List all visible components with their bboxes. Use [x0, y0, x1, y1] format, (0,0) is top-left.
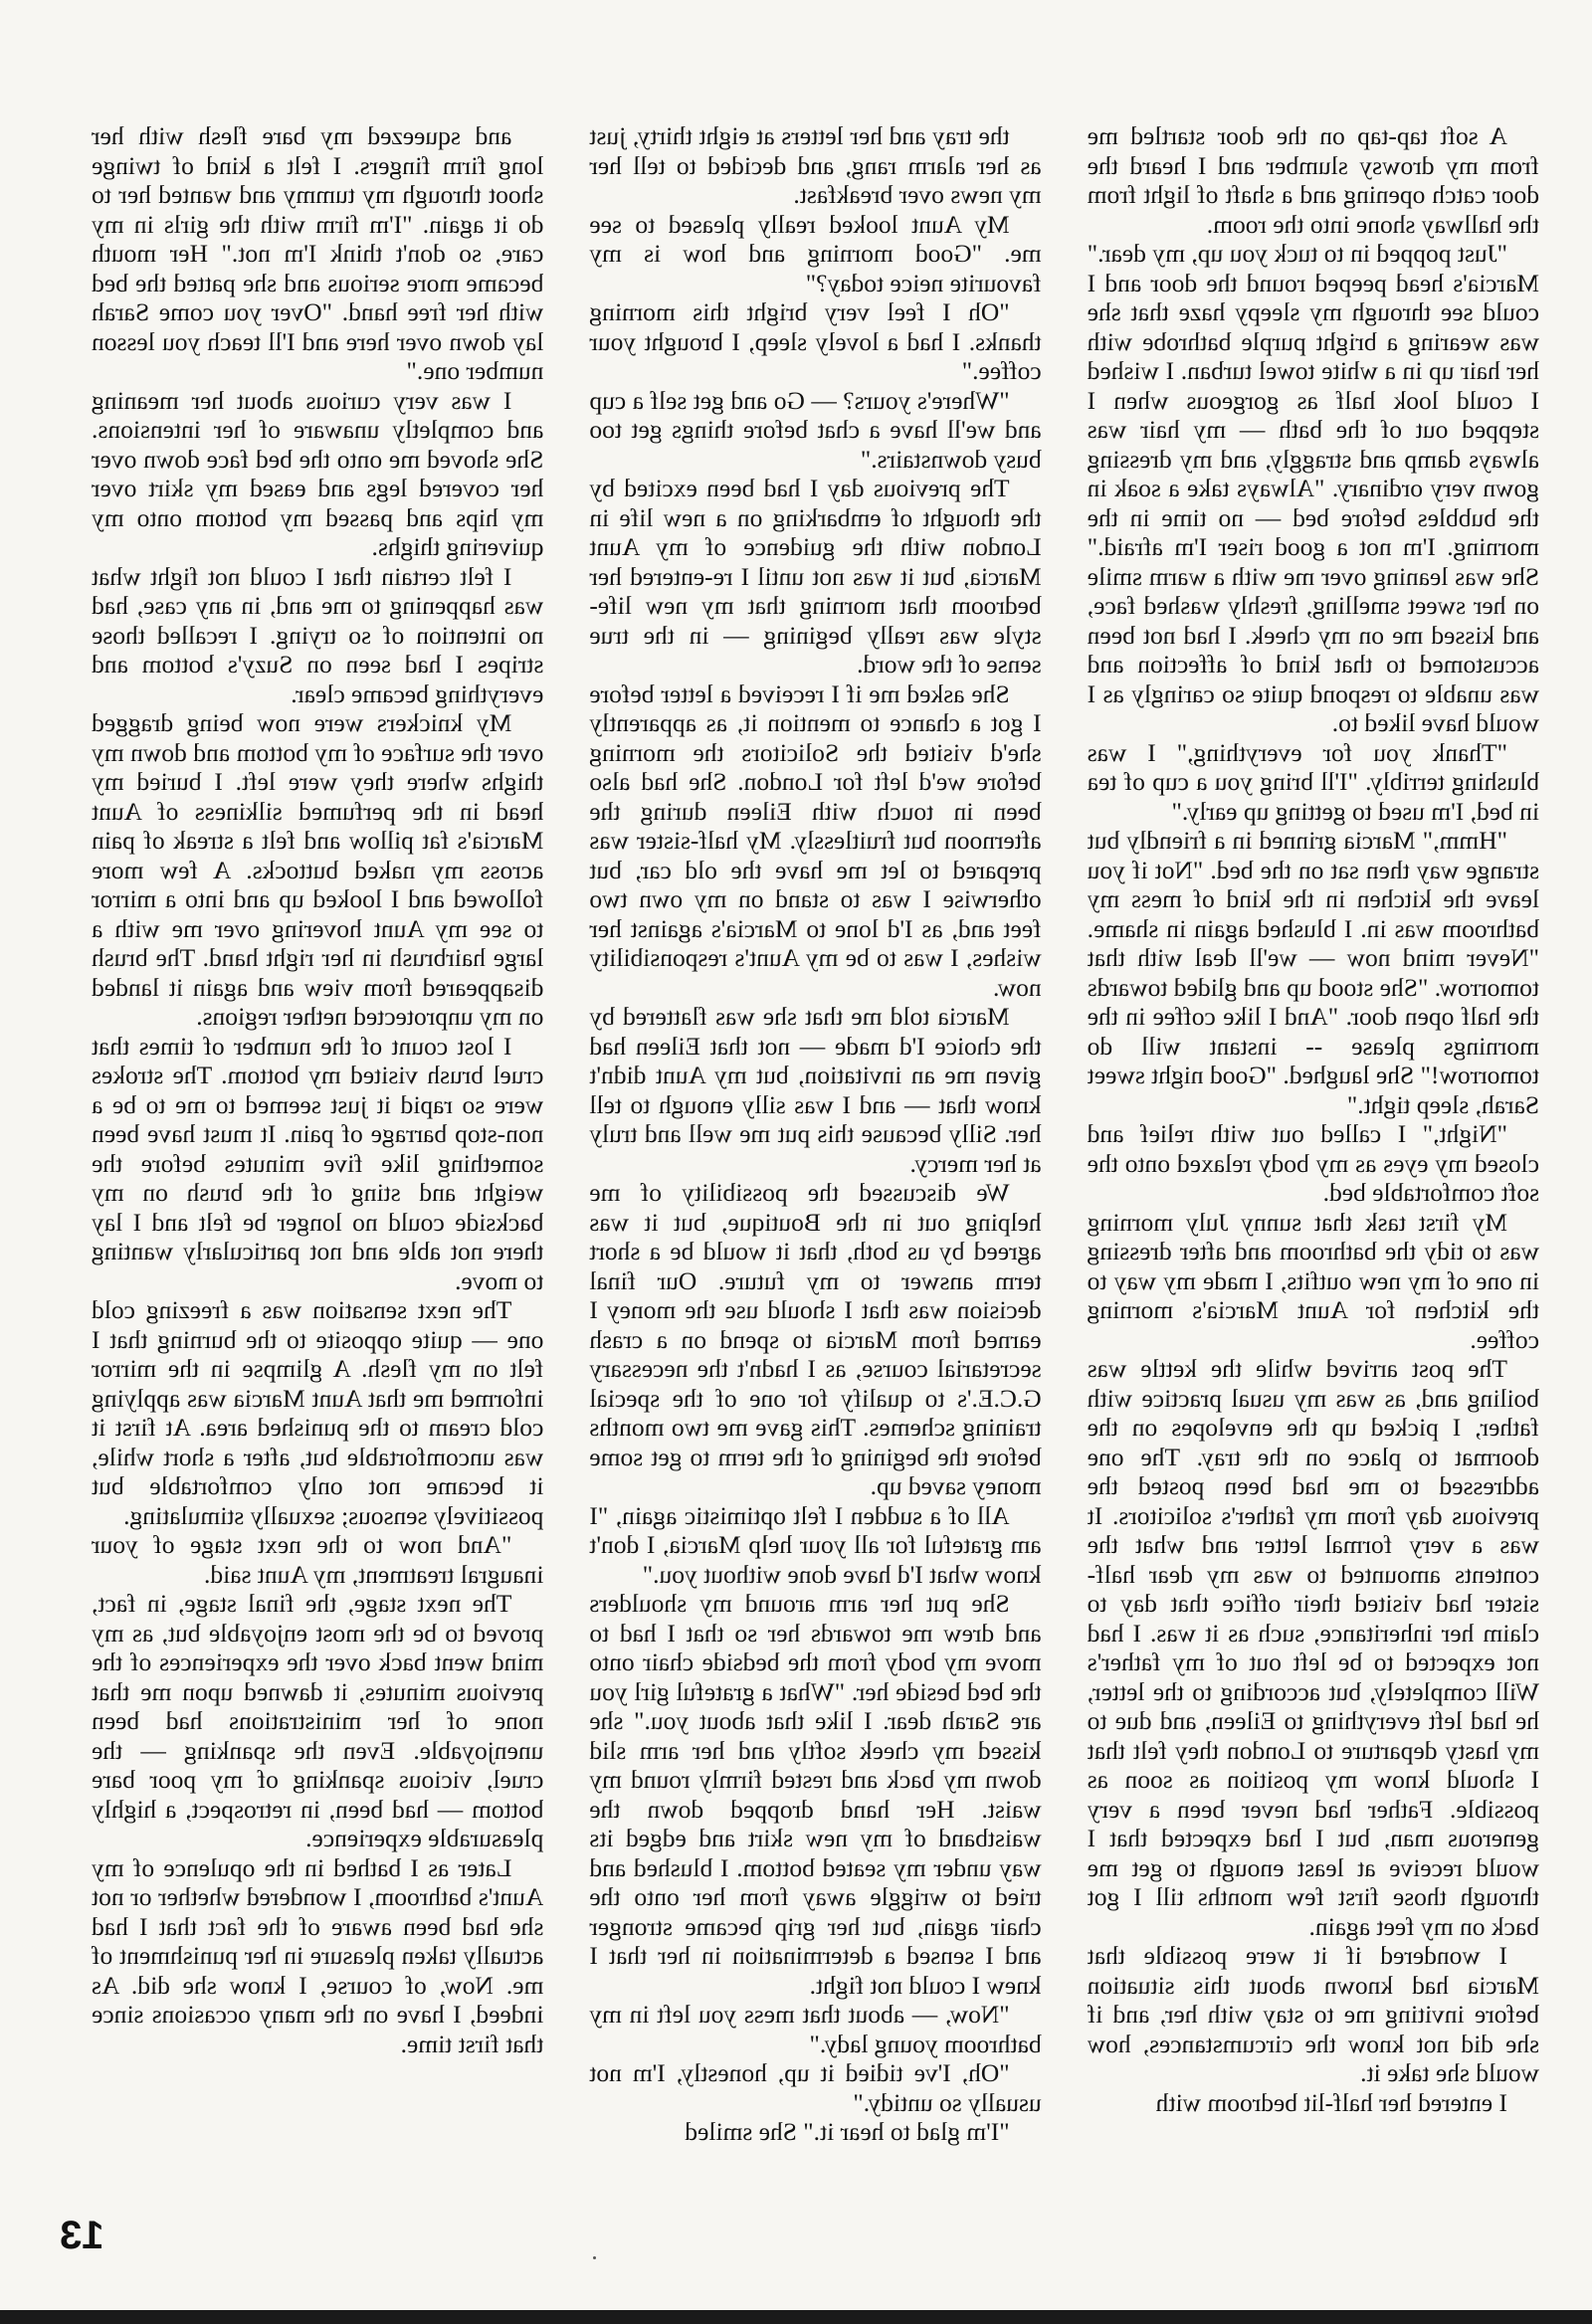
paragraph: I lost count of the number of times that cruel brush visited my bottom. The strokes were so rapid it just seemed to me to be a non-stop barrage of pain. It must have been something like five minutes before the weight and sting of the brush on my backside could no longer be felt and I lay there not able and not particularly wanting to move.	[92, 1031, 544, 1295]
paragraph: "Oh I feel very bright this morning thanks. I had a lovely sleep, I brought your coffee."	[589, 297, 1042, 385]
text-columns	[92, 121, 1539, 2230]
paragraph: Later as I bathed in the opulence of my Aunt's bathroom, I wondered whether or not she had been aware of the fact that I had actually taken pleasure in her punishment of me. Now, of course, I know she did. As indeed, I have on the many occasions since that first time.	[92, 1852, 544, 2058]
paragraph: I entered her half-lit bedroom with	[1155, 2087, 1507, 2117]
scan-speck	[593, 2256, 596, 2259]
paragraph: My first task that sunny July morning was to tidy the bathroom and after dressing in one of my new outfits, I made my way to the kitchen for Aunt Marcia's morning coffee.	[1087, 1207, 1539, 1354]
column-1	[1088, 121, 1539, 2230]
paragraph: and squeezed my bare flesh with her long firm fingers. I felt a kind of twinge shoot through my tummy and wanted her to do it again. "I'm firm with the girls in my care, so don't think I'm not." Her mouth became more serious and she patted the bed with her free hand. "Over you come Sarah lay down over here and I'll teach you lesson number one."	[92, 121, 544, 385]
paragraph: She asked me if I received a letter before I got a chance to mention it, as apparently she'd visited the Solicitors the morning before we'd left for London. She had also been in touch with Eileen during the afternoon but fruitlessly. My half-sister was prepared to let me have the old car, but otherwise I was to stand on my own two feet and, as I'd lone to Marcia's against her wishes, I was to be my Aunt's responsibility now.	[589, 678, 1042, 1002]
paragraph: "And now to the next stage of your inaugral treatment, my Aunt said.	[92, 1530, 544, 1589]
paragraph: I was very curious about her meaning and completly unaware of her intensions. She shoved me onto the bed face down over her covered legs and eased my skirt over my hips and passed my bottom onto my quivering thighs.	[92, 385, 544, 561]
paragraph: "Hmm," Marcia grinned in a friendly but strange way then sat on the bed. "Not if you leave the kitchen in the kind of mess my bathroom was in. I blushed again in shame. "Never mind now — we'll deal with that tomorrow. "She stood up and glided towards the half open door. "And I like coffee in the mornings please -- instant will do tomorrow!" She laughed. "Good night sweet Sarah, sleep tight."	[1087, 826, 1539, 1119]
paragraph: the tray and her letters at eight thirty, just as her alarm rang, and decided to tell her my news over breakfast.	[589, 121, 1042, 209]
paragraph: She put her arm around my shoulders and drew me towards her so that I had to move my body from the bedside chair onto the bed beside her. "What a grateful girl you are Sarah dear. I like that about you." she kissed my cheek softly and her arm slid down my back and rested firmly round my waist. Her hand dropped down the waistband of my new skirt and edged its way under my seated bottom. I blushed and tried to wriggle away from her onto the chair again, but her grip became stronger and I sensed a determination in her that I knew I could not fight.	[589, 1589, 1042, 2000]
paragraph: A soft tap-tap on the door startled me from my drowsy slumber and I heard the door catch opening and a shaft of light from the hallway shone into the room.	[1087, 121, 1539, 239]
paragraph: My knickers were now being dragged over the surface of my bottom and down my thighs where they were left. I buried my head in the perfumed silkiness of Aunt Marcia's fat pillow and felt a streak of pain across my naked buttocks. A few more followed and I looked up and into a mirror to see my Aunt hovering over me with a large hairbrush in her right hand. The brush disappeared from view and again it landed on my unprotected nether regions.	[92, 708, 544, 1031]
paragraph: Marcia told me that she was flattered by the choice I'd made — not that Eileen had given me an invitation, but my Aunt didn't know that — and I was silly enough to tell her. Silly because this put me well and truly at her mercy.	[589, 1002, 1042, 1178]
paragraph: The next sensation was a freezing cold one — quite opposite to the burning that I felt on my flesh. A glimpse in the mirror informed me that Aunt Marcia was applying cold cream to the punished area. At first it was uncomfortable but, after a short while, it became not only comfortable but possitively sensous; sexually stimulating.	[92, 1295, 544, 1530]
paragraph: "Night," I called out with relief and closed my eyes as my body relaxed onto the soft comfortable bed.	[1087, 1119, 1539, 1207]
paragraph: "Oh, I've tidied it up, honestly, I'm not usually so untidy."	[589, 2058, 1042, 2117]
paragraph: "I'm glad to hear it." She smiled	[685, 2117, 1010, 2146]
paragraph: All of a sudden I felt optimistic again, "I am grateful for all your help Marcia, I don't know what I'd have done without you."	[589, 1500, 1042, 1589]
paragraph: "Now, — about that mess you left in my bathroom young lady."	[589, 2000, 1042, 2058]
paragraph: "Thank you for everything," I was blushing terribly. "I'll bring you a cup of tea in bed, I'm used to getting up early."	[1087, 737, 1539, 826]
paragraph: The post arrived while the kettle was boiling and, as was my usual practice with father, I picked up the envelopes on the doormat to place on the tray. The one addressed to me had been posted the previous day from my father's solicitors. It was a very formal letter and what the contents amounted to was my dear half-sister had visited their office that day to claim her inheritance, such as it was. I had not expected to be left out of my father's Will completely, but according to the letter, he had left everything to Eileen, and due to my hasty departure to London they felt that I should know my position as soon as possible. Father had never been a very generous man, but I had expected that I would receive at least enough to get me through those first few months till I got back on my feet again.	[1087, 1354, 1539, 1941]
paragraph: The next stage, the final stage, in fact, proved to be the most enjoyable but, as my mind went back over the experiences of the previous minutes, it dawned upon me that none of her ministrations had been unenjoyable. Even the spanking — the cruel, vicious spanking of my poor bare bottom — had been, in retrospect, a highly pleasurable experience.	[92, 1589, 544, 1852]
paragraph: "Where's yours? — Go and get self a cup and we'll have a chat before things get too busy downstairs."	[589, 385, 1042, 474]
paragraph: We discussed the possibility of me helping out in the Boutique, but it was agreed by us both, that it would be a short term answer to my future. Our final decision was that I should use the money I earned from Marcia to spend on a crash secretarial course, as I hadn't the necessary G.C.E.'s to qualify for one of the special training schemes. This gave me two months before the begining of the term to get some money saved up.	[589, 1178, 1042, 1500]
page-number: 13	[60, 2214, 104, 2257]
paragraph: My Aunt looked really pleased to see me. "Good morning and how is my favourite neice today?"	[589, 209, 1042, 297]
paragraph: The previous day I had been excited by the thought of embarking on a new life in London with the guidence of my Aunt Marcia, but it was not until I re-entered her bedroom that morning that my new life-style was really begining — in the true sense of the word.	[589, 474, 1042, 678]
column-3	[92, 121, 543, 2230]
paragraph: "Just popped in to tuck you up, my dear." Marcia's head peeped round the door and I could see through my sleepy haze that she was wearing a bright purple bathrobe with her hair up in a white towel turban. I wished I could look half as gorgeous when I stepped out of the bath — my hair was always damp and straggly, and my dressing gown very ordinary. "Always take a soak in the bubbles before bed — no time in the morning. I'm not a good riser I'm afraid." She was leaning over me with a warm smile on her sweet smelling, freshly washed face, and kissed me on my cheek. I had not been accustomed to that kind of affection and was unable to respond quite so caringly as I would have liked to.	[1087, 239, 1539, 737]
column-2	[589, 121, 1041, 2230]
paragraph: I wondered if it were possible that Marcia had known about this situation before inviting me to stay with her, and if she did not know the circumstances, how would she take it.	[1087, 1941, 1539, 2087]
scan-edge	[0, 2310, 1592, 2324]
paragraph: I felt certain that I could not fight what was happening to me and, in any case, had no intention of so trying. I recalled those stripes I had seen on Suzy's bottom and everything became clear.	[92, 561, 544, 708]
